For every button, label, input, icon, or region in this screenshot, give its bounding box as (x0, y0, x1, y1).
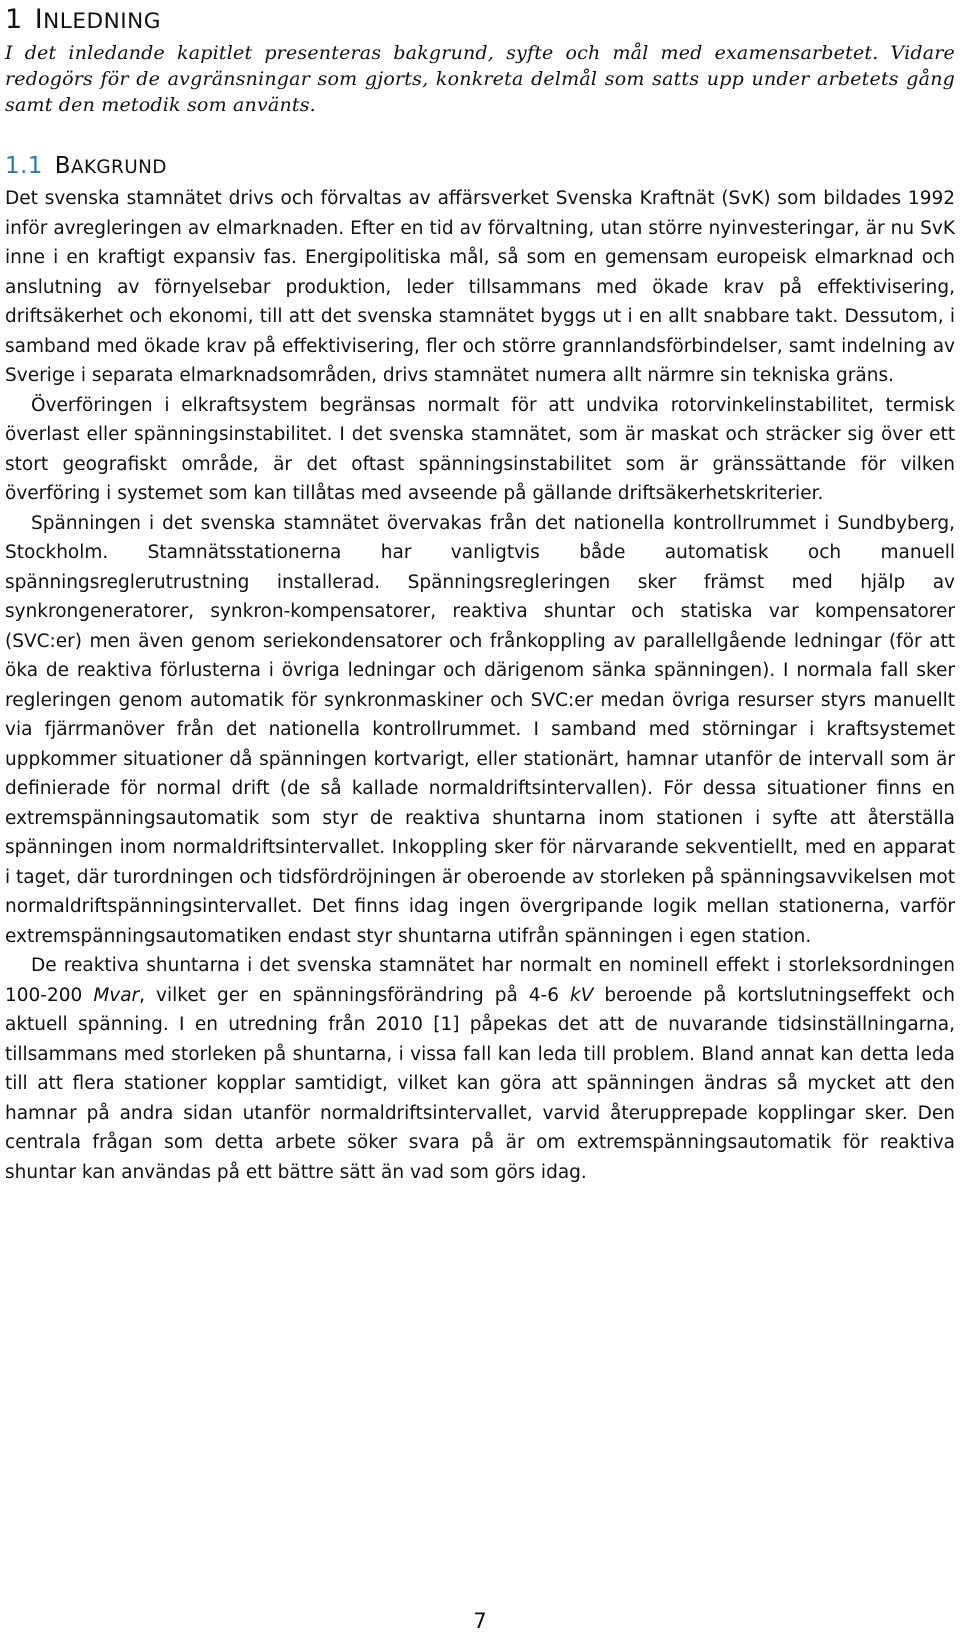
section-title-rest: AKGRUND (70, 157, 167, 178)
unit-kv: kV (570, 984, 594, 1006)
chapter-heading (5, 0, 955, 38)
paragraph-text: beroende på kortslutningseffekt och aktuell spänning. I en utredning från 2010 [1] påpekas det att de nuvarande tidsinställningarna, tillsammans med storleken på shuntarna, i vissa fall kan leda till problem. Bland annat kan detta leda till att flera stationer kopplar samtidigt, vilket kan göra att spänningen ändras så mycket att den hamnar på andra sidan utanför normaldriftsintervallet, varvid återupprepade kopplingar sker. Den centrala frågan som detta arbete söker svara på är om extremspänningsautomatik för reaktiva shuntar kan användas på ett bättre sätt än vad som görs idag. (5, 984, 955, 1183)
document-page (5, 0, 955, 1187)
body-paragraph: Överföringen i elkraftsystem begränsas normalt för att undvika rotorvinkelinstabilitet, termisk överlast eller spänningsinstabilitet. I det svenska stamnätet, som är maskat och sträcker sig över ett stort geografiskt område, är det oftast spänningsinstabilitet som är gränssättande för vilken överföring i systemet som kan tillåtas med avseende på gällande driftsäkerhetskriterier. (5, 394, 955, 504)
section-heading (5, 150, 955, 182)
paragraph-text: De reaktiva shuntarna i det svenska stamnätet har normalt en nominell effekt i storleksordningen 100-200 (5, 955, 955, 1006)
page-number: 7 (473, 1609, 487, 1633)
section-body (5, 184, 955, 1187)
section-number: 1.1 (5, 153, 43, 179)
section-title-initial: B (54, 153, 71, 179)
chapter-intro: I det inledande kapitlet presenteras bakgrund, syfte och mål med examensarbetet. Vidare redogörs för de avgränsningar som gjorts, konkreta delmål som satts upp under arbetets gång samt den metodik som använts. (5, 42, 955, 116)
chapter-number: 1 (5, 4, 23, 35)
body-paragraph (5, 951, 955, 1187)
body-paragraph: Det svenska stamnätet drivs och förvaltas av affärsverket Svenska Kraftnät (SvK) som bildades 1992 inför avregleringen av elmarknaden. Efter en tid av förvaltning, utan större nyinvesteringar, är nu SvK inne i en kraftigt expansiv fas. Energipolitiska mål, så som en gemensam europeisk elmarknad och anslutning av förnyelsebar produktion, leder tillsammans med ökade krav på effektivisering, driftsäkerhet och ekonomi, till att det svenska stamnätet byggs ut i en allt snabbare takt. Dessutom, i samband med ökade krav på effektivisering, fler och större grannlandsförbindelser, samt indelning av Sverige i separata elmarknadsområden, drivs stamnätet numera allt närmre sin tekniska gräns. (5, 188, 955, 386)
chapter-title-initial: I (34, 4, 44, 35)
chapter-title-rest: NLEDNING (43, 9, 162, 34)
unit-mvar: Mvar (93, 984, 140, 1006)
body-paragraph: Spänningen i det svenska stamnätet övervakas från det nationella kontrollrummet i Sundbyberg, Stockholm. Stamnätsstationerna har vanligtvis både automatisk och manuell spänningsreglerutrustning installerad. Spänningsregleringen sker främst med hjälp av synkrongeneratorer, synkron-kompensatorer, reaktiva shuntar och statiska var kompensatorer (SVC:er) men även genom seriekondensatorer och frånkoppling av parallellgående ledningar (för att öka de reaktiva förlusterna i övriga ledningar och därigenom sänka spänningen). I normala fall sker regleringen genom automatik för synkronmaskiner och SVC:er medan övriga resurser styrs manuellt via fjärrmanöver från det nationella kontrollrummet. I samband med störningar i kraftsystemet uppkommer situationer då spänningen kortvarigt, eller stationärt, hamnar utanför de intervall som är definierade för normal drift (de så kallade normaldriftsintervallen). För dessa situationer finns en extremspänningsautomatik som styr de reaktiva shuntarna inom stationen i syfte att återställa spänningen inom normaldriftsintervallet. Inkoppling sker för närvarande sekventiellt, med en apparat i taget, där turordningen och tidsfördröjningen är oberoende av storleken på spänningsavvikelsen mot normaldriftspänningsintervallet. Det finns idag ingen övergripande logik mellan stationerna, varför extremspänningsautomatiken endast styr shuntarna utifrån spänningen i egen station. (5, 512, 955, 947)
paragraph-text: , vilket ger en spänningsförändring på 4-6 (139, 984, 570, 1006)
